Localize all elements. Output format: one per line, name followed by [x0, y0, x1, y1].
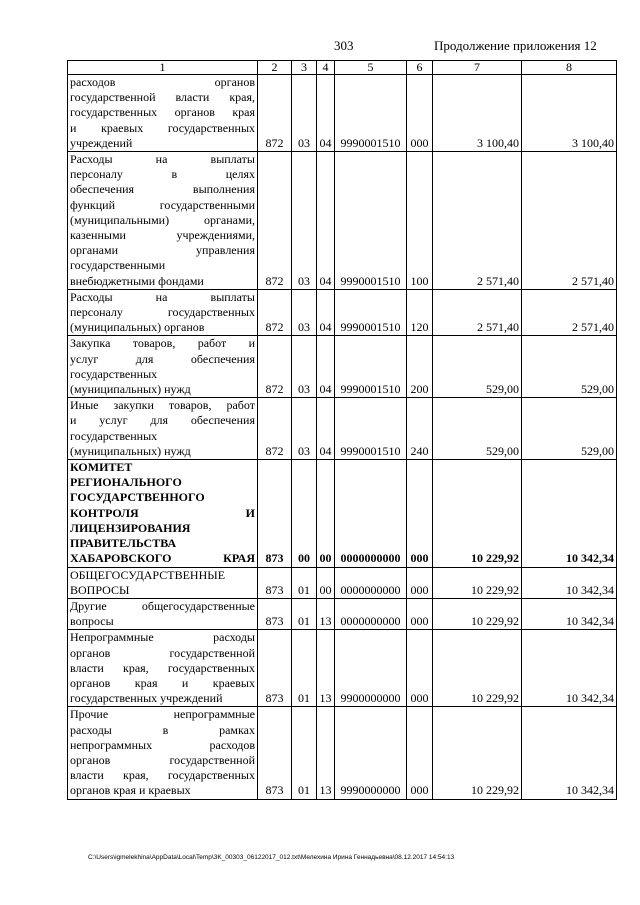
cell-subsection-code: 13	[317, 598, 335, 629]
cell-target-code: 9990001510	[335, 75, 407, 152]
cell-subsection-code: 13	[317, 630, 335, 707]
cell-chapter-code: 872	[258, 152, 292, 290]
column-header: 4	[317, 61, 335, 75]
cell-amount-col8: 529,00	[522, 398, 617, 460]
cell-expense-type-code: 100	[407, 152, 433, 290]
row-name-line: органов края и краевых	[70, 783, 191, 798]
cell-chapter-code: 872	[258, 289, 292, 336]
row-name-line: Другие общегосударственные	[70, 598, 255, 613]
cell-amount-col8: 10 342,34	[522, 598, 617, 629]
table-row	[68, 336, 617, 398]
column-header: 8	[522, 61, 617, 75]
table-row	[68, 289, 617, 336]
cell-chapter-code: 873	[258, 598, 292, 629]
row-name-line: Расходы на выплаты	[70, 152, 255, 167]
cell-expense-type-code: 000	[407, 630, 433, 707]
row-name-line: непрограммных расходов	[70, 737, 255, 752]
table-row	[68, 707, 617, 799]
row-name	[68, 75, 258, 152]
page-number: 303	[334, 38, 354, 53]
cell-amount-col7: 10 229,92	[433, 707, 522, 799]
row-name	[68, 598, 258, 629]
cell-section-code: 00	[292, 460, 317, 567]
cell-amount-col8: 2 571,40	[522, 152, 617, 290]
cell-amount-col8: 3 100,40	[522, 75, 617, 152]
cell-amount-col8: 10 342,34	[522, 707, 617, 799]
table-row	[68, 75, 617, 152]
row-name-line: государственных учреждений	[70, 691, 223, 706]
column-header: 6	[407, 61, 433, 75]
cell-amount-col8: 529,00	[522, 336, 617, 398]
cell-amount-col7: 529,00	[433, 398, 522, 460]
cell-amount-col7: 10 229,92	[433, 567, 522, 598]
cell-target-code: 0000000000	[335, 598, 407, 629]
cell-subsection-code: 04	[317, 398, 335, 460]
cell-amount-col7: 2 571,40	[433, 289, 522, 336]
cell-subsection-code: 13	[317, 707, 335, 799]
row-name	[68, 567, 258, 598]
cell-target-code: 9990001510	[335, 152, 407, 290]
budget-table	[67, 60, 617, 800]
cell-amount-col7: 10 229,92	[433, 460, 522, 567]
row-name-line: ПРАВИТЕЛЬСТВА	[70, 536, 177, 551]
cell-expense-type-code: 120	[407, 289, 433, 336]
cell-subsection-code: 00	[317, 460, 335, 567]
cell-target-code: 9990001510	[335, 398, 407, 460]
cell-subsection-code: 04	[317, 152, 335, 290]
cell-subsection-code: 04	[317, 289, 335, 336]
cell-chapter-code: 873	[258, 460, 292, 567]
row-name-line: государственных	[70, 428, 158, 443]
row-name-line: Расходы на выплаты	[70, 289, 255, 304]
row-name-line: органов края и краевых	[70, 675, 255, 690]
cell-target-code: 9900000000	[335, 630, 407, 707]
row-name-line: (муниципальных) нужд	[70, 382, 191, 397]
cell-expense-type-code: 000	[407, 460, 433, 567]
cell-amount-col7: 10 229,92	[433, 598, 522, 629]
row-name-line: внебюджетными фондами	[70, 273, 204, 288]
row-name-line: (муниципальных) органов	[70, 320, 205, 335]
row-name-line: персоналу государственных	[70, 305, 255, 320]
row-name-line: Закупка товаров, работ и	[70, 336, 255, 351]
row-name-line: органов государственной	[70, 645, 255, 660]
row-name-line: РЕГИОНАЛЬНОГО	[70, 475, 182, 490]
cell-target-code: 9990001510	[335, 336, 407, 398]
column-header: 5	[335, 61, 407, 75]
table-row	[68, 630, 617, 707]
cell-chapter-code: 872	[258, 75, 292, 152]
row-name	[68, 152, 258, 290]
cell-section-code: 01	[292, 567, 317, 598]
row-name-line: власти края, государственных	[70, 768, 255, 783]
cell-chapter-code: 872	[258, 398, 292, 460]
column-header: 3	[292, 61, 317, 75]
table-row	[68, 567, 617, 598]
row-name-line: ХАБАРОВСКОГО КРАЯ	[70, 551, 255, 566]
row-name-line: КОМИТЕТ	[70, 460, 133, 475]
row-name-line: органов государственной	[70, 752, 255, 767]
cell-target-code: 0000000000	[335, 460, 407, 567]
cell-section-code: 01	[292, 598, 317, 629]
row-name-line: расходов органов	[70, 75, 255, 89]
row-name-line: ВОПРОСЫ	[70, 582, 130, 597]
column-header: 7	[433, 61, 522, 75]
row-name-line: расходы в рамках	[70, 722, 255, 737]
cell-amount-col7: 3 100,40	[433, 75, 522, 152]
row-name-line: вопросы	[70, 614, 114, 629]
row-name	[68, 630, 258, 707]
table-row	[68, 598, 617, 629]
cell-section-code: 03	[292, 75, 317, 152]
table-row	[68, 460, 617, 567]
row-name-line: ЛИЦЕНЗИРОВАНИЯ	[70, 520, 191, 535]
row-name-line: органами управления	[70, 243, 255, 258]
cell-amount-col7: 529,00	[433, 336, 522, 398]
cell-section-code: 03	[292, 152, 317, 290]
continuation-title: Продолжение приложения 12	[434, 38, 597, 53]
row-name	[68, 398, 258, 460]
row-name-line: КОНТРОЛЯ И	[70, 505, 255, 520]
row-name	[68, 289, 258, 336]
row-name-line: Непрограммные расходы	[70, 630, 255, 645]
cell-expense-type-code: 000	[407, 598, 433, 629]
row-name-line: (муниципальных) нужд	[70, 443, 191, 458]
row-name-line: государственных	[70, 366, 158, 381]
cell-amount-col8: 2 571,40	[522, 289, 617, 336]
cell-section-code: 01	[292, 707, 317, 799]
column-header: 2	[258, 61, 292, 75]
row-name	[68, 707, 258, 799]
row-name-line: государственных органов края	[70, 105, 255, 120]
row-name	[68, 336, 258, 398]
row-name-line: государственной власти края,	[70, 90, 255, 105]
cell-section-code: 03	[292, 398, 317, 460]
row-name-line: учреждений	[70, 135, 133, 150]
cell-chapter-code: 873	[258, 707, 292, 799]
cell-expense-type-code: 240	[407, 398, 433, 460]
cell-amount-col8: 10 342,34	[522, 567, 617, 598]
row-name-line: ОБЩЕГОСУДАРСТВЕННЫЕ	[70, 567, 226, 582]
column-header: 1	[68, 61, 258, 75]
row-name-line: и услуг для обеспечения	[70, 413, 255, 428]
cell-amount-col8: 10 342,34	[522, 460, 617, 567]
cell-section-code: 03	[292, 336, 317, 398]
cell-chapter-code: 873	[258, 567, 292, 598]
cell-expense-type-code: 200	[407, 336, 433, 398]
cell-amount-col7: 2 571,40	[433, 152, 522, 290]
cell-target-code: 9990001510	[335, 289, 407, 336]
cell-target-code: 9990000000	[335, 707, 407, 799]
cell-expense-type-code: 000	[407, 707, 433, 799]
row-name-line: Иные закупки товаров, работ	[70, 398, 255, 413]
cell-expense-type-code: 000	[407, 567, 433, 598]
cell-section-code: 03	[292, 289, 317, 336]
row-name-line: (муниципальными) органами,	[70, 212, 255, 227]
cell-target-code: 0000000000	[335, 567, 407, 598]
cell-chapter-code: 873	[258, 630, 292, 707]
table-row	[68, 152, 617, 290]
row-name	[68, 460, 258, 567]
cell-expense-type-code: 000	[407, 75, 433, 152]
row-name-line: казенными учреждениями,	[70, 228, 255, 243]
row-name-line: персоналу в целях	[70, 167, 255, 182]
row-name-line: и краевых государственных	[70, 120, 255, 135]
cell-section-code: 01	[292, 630, 317, 707]
row-name-line: Прочие непрограммные	[70, 707, 255, 722]
cell-amount-col8: 10 342,34	[522, 630, 617, 707]
cell-subsection-code: 04	[317, 75, 335, 152]
footer-file-path: C:\Users\igmelekhina\AppData\Local\Temp\3K_00303_06122017_012.txt\Мелехина Ирина Геннадьевна\08.12.2017 14:54:13	[88, 854, 455, 861]
row-name-line: услуг для обеспечения	[70, 351, 255, 366]
row-name-line: обеспечения выполнения	[70, 182, 255, 197]
header-row	[68, 61, 617, 75]
row-name-line: власти края, государственных	[70, 660, 255, 675]
row-name-line: функций государственными	[70, 197, 255, 212]
cell-amount-col7: 10 229,92	[433, 630, 522, 707]
cell-subsection-code: 00	[317, 567, 335, 598]
row-name-line: государственными	[70, 258, 166, 273]
row-name-line: ГОСУДАРСТВЕННОГО	[70, 490, 205, 505]
cell-chapter-code: 872	[258, 336, 292, 398]
cell-subsection-code: 04	[317, 336, 335, 398]
table-row	[68, 398, 617, 460]
